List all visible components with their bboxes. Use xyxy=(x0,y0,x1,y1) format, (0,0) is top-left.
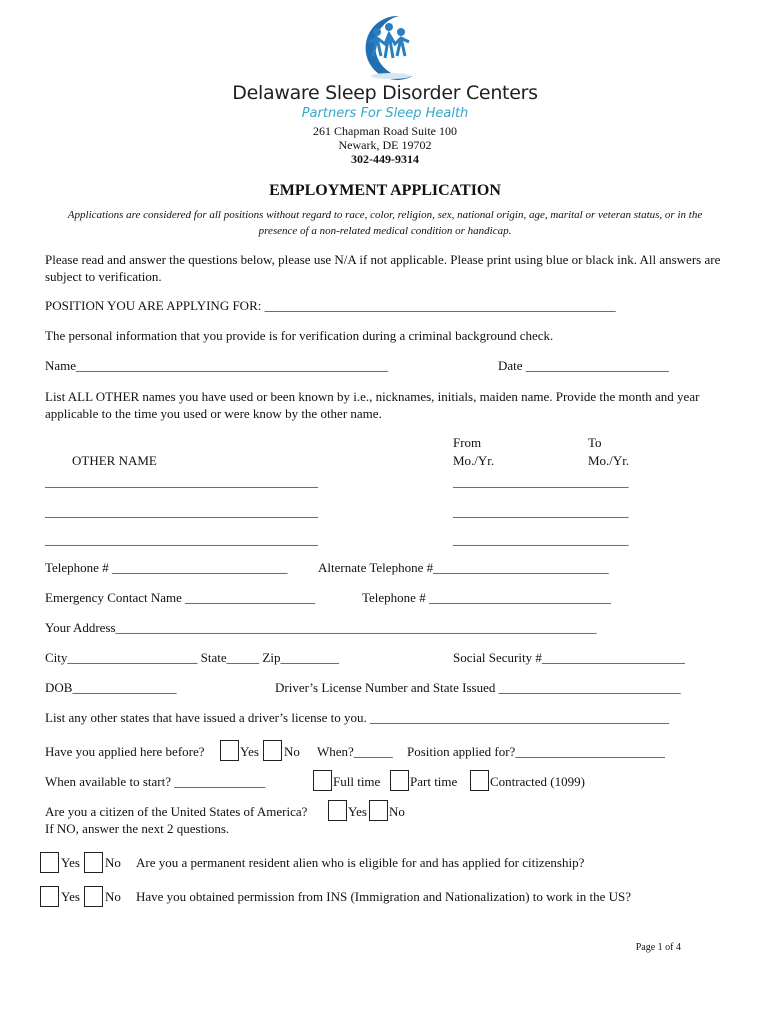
dob-field[interactable]: DOB________________ xyxy=(45,680,177,695)
part-time-label: Part time xyxy=(410,774,458,789)
telephone-field[interactable]: Telephone # ___________________________ xyxy=(45,560,288,575)
when-field[interactable]: When?______ xyxy=(317,744,393,759)
org-tagline: Partners For Sleep Health xyxy=(301,106,469,121)
date-field[interactable]: Date ______________________ xyxy=(498,358,669,373)
contracted-checkbox[interactable] xyxy=(470,770,489,791)
emergency-contact-field[interactable]: Emergency Contact Name ____________________ xyxy=(45,590,316,605)
resident-yes-label: Yes xyxy=(61,855,80,870)
logo-icon xyxy=(355,12,425,84)
other-name-field[interactable]: __________________________________________ xyxy=(45,532,318,547)
citizen-no-label: No xyxy=(389,804,405,819)
citizen-followup: If NO, answer the next 2 questions. xyxy=(45,821,230,836)
other-name-field[interactable]: __________________________________________ xyxy=(45,504,318,519)
eeo-notice: Applications are considered for all positions without regard to race, color, religion, sex, national origin, age, marital or veteran status, or in the presence of a non-related medical condition or handicap. xyxy=(67,209,703,237)
other-name-dates-field[interactable]: ___________________________ xyxy=(453,504,629,519)
ins-yes-checkbox[interactable] xyxy=(40,886,59,907)
personal-info-note: The personal information that you provide is for verification during a criminal background check. xyxy=(45,328,554,343)
resident-question: Are you a permanent resident alien who is eligible for and has applied for citizenship? xyxy=(136,855,585,870)
full-time-checkbox[interactable] xyxy=(313,770,332,791)
address-line-2: Newark, DE 19702 xyxy=(338,138,432,152)
resident-no-checkbox[interactable] xyxy=(84,852,103,873)
org-phone: 302-449-9314 xyxy=(351,152,419,166)
full-time-label: Full time xyxy=(333,774,381,789)
address-line-1: 261 Chapman Road Suite 100 xyxy=(313,124,457,138)
alt-telephone-field[interactable]: Alternate Telephone #___________________________ xyxy=(318,560,609,575)
address-field[interactable]: Your Address__________________________________________________________________________ xyxy=(45,620,597,635)
city-state-zip-field[interactable]: City____________________ State_____ Zip_________ xyxy=(45,650,339,665)
to-label: To xyxy=(588,435,602,450)
resident-no-label: No xyxy=(105,855,121,870)
applied-no-checkbox[interactable] xyxy=(263,740,282,761)
contracted-label: Contracted (1099) xyxy=(490,774,585,789)
applied-yes-label: Yes xyxy=(240,744,259,759)
available-start-field[interactable]: When available to start? ______________ xyxy=(45,774,266,789)
citizen-yes-label: Yes xyxy=(348,804,367,819)
page-number: Page 1 of 4 xyxy=(635,942,681,953)
name-field[interactable]: Name________________________________________________ xyxy=(45,358,389,373)
from-label: From xyxy=(453,435,482,450)
citizen-yes-checkbox[interactable] xyxy=(328,800,347,821)
ins-no-checkbox[interactable] xyxy=(84,886,103,907)
from-unit: Mo./Yr. xyxy=(453,453,495,468)
instructions: Please read and answer the questions below, please use N/A if not applicable. Please print using blue or black ink. All answers are subject to verification. xyxy=(45,252,721,284)
ins-yes-label: Yes xyxy=(61,889,80,904)
other-name-field[interactable]: __________________________________________ xyxy=(45,474,318,489)
applied-yes-checkbox[interactable] xyxy=(220,740,239,761)
ins-question: Have you obtained permission from INS (Immigration and Nationalization) to work in the US? xyxy=(136,889,631,904)
part-time-checkbox[interactable] xyxy=(390,770,409,791)
emergency-telephone-field[interactable]: Telephone # ____________________________ xyxy=(362,590,611,605)
other-states-field[interactable]: List any other states that have issued a driver’s license to you. ______________________________________________ xyxy=(45,710,670,725)
to-unit: Mo./Yr. xyxy=(588,453,630,468)
position-applied-field[interactable]: Position applied for?_______________________ xyxy=(407,744,665,759)
other-name-header: OTHER NAME xyxy=(72,453,157,468)
page-title: EMPLOYMENT APPLICATION xyxy=(269,182,501,199)
other-names-instructions: List ALL OTHER names you have used or been known by i.e., nicknames, initials, maiden name. Provide the month and year applicable to the time you used or were know by the other name. xyxy=(45,389,700,421)
other-name-dates-field[interactable]: ___________________________ xyxy=(453,532,629,547)
other-name-dates-field[interactable]: ___________________________ xyxy=(453,474,629,489)
drivers-license-field[interactable]: Driver’s License Number and State Issued ____________________________ xyxy=(275,680,681,695)
ssn-field[interactable]: Social Security #______________________ xyxy=(453,650,685,665)
citizen-question: Are you a citizen of the United States of America? xyxy=(45,804,308,819)
applied-before-question: Have you applied here before? xyxy=(45,744,205,759)
resident-yes-checkbox[interactable] xyxy=(40,852,59,873)
citizen-no-checkbox[interactable] xyxy=(369,800,388,821)
ins-no-label: No xyxy=(105,889,121,904)
org-name: Delaware Sleep Disorder Centers xyxy=(232,82,538,104)
applied-no-label: No xyxy=(284,744,300,759)
position-field[interactable]: POSITION YOU ARE APPLYING FOR: ______________________________________________________ xyxy=(45,298,616,313)
